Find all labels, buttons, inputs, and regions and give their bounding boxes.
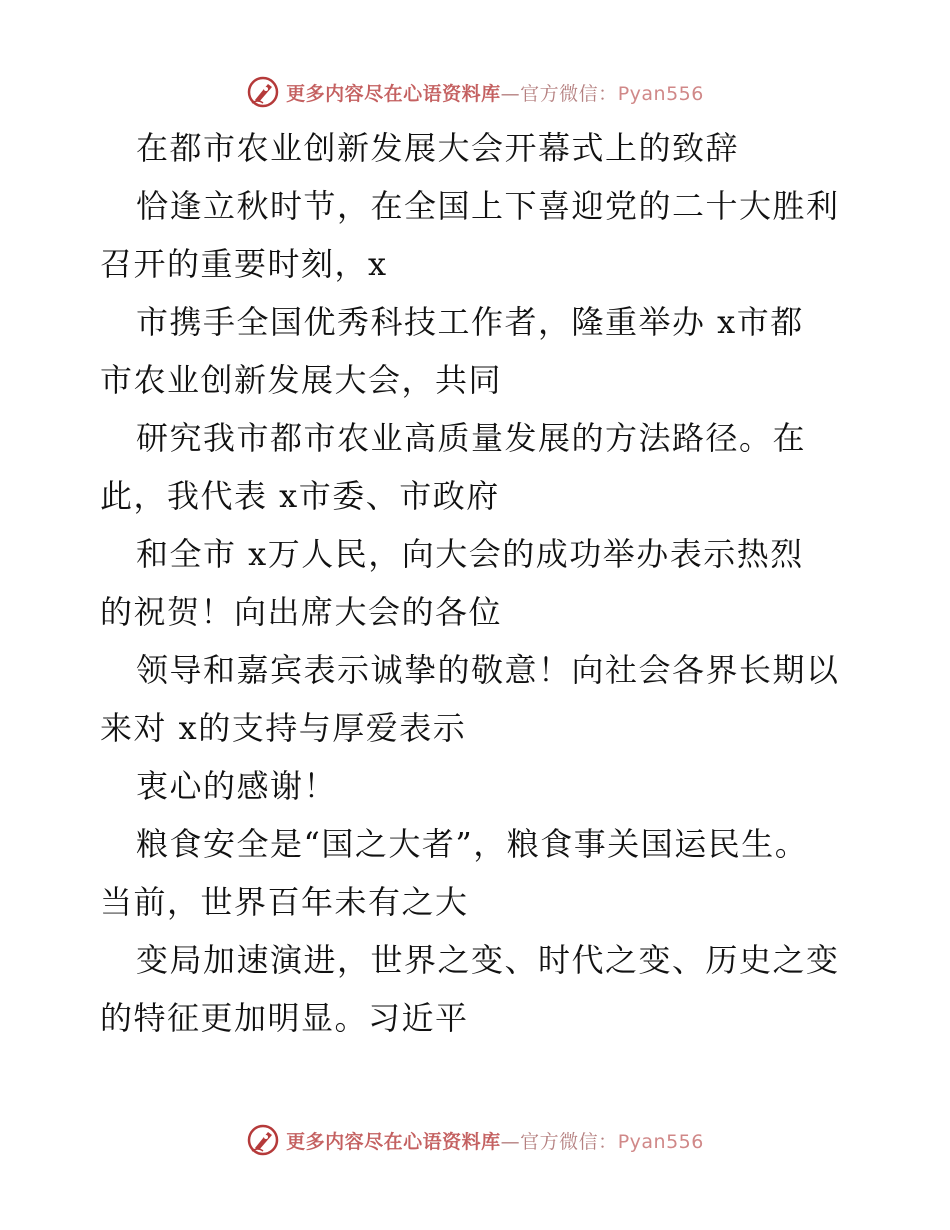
paragraph-line: 市农业创新发展大会，共同 [100, 361, 503, 399]
paragraph-line: 和全市 x万人民，向大会的成功举办表示热烈 [136, 535, 804, 573]
watermark-account: Pyan556 [617, 1130, 704, 1153]
watermark-separator: — [500, 1130, 521, 1153]
header-watermark [0, 72, 950, 112]
watermark-text [286, 1127, 704, 1154]
paragraph-line: 研究我市都市农业高质量发展的方法路径。在 [136, 419, 807, 457]
watermark-brand: 更多内容尽在心语资料库 [286, 82, 501, 105]
paragraph-line: 的特征更加明显。习近平 [100, 999, 469, 1037]
paragraph-line: 的祝贺！向出席大会的各位 [100, 593, 503, 631]
watermark-brand: 更多内容尽在心语资料库 [286, 1130, 501, 1153]
paragraph-line: 衷心的感谢！ [136, 767, 338, 805]
footer-watermark [0, 1120, 950, 1160]
paragraph-line: 市携手全国优秀科技工作者，隆重举办 x市都 [136, 303, 804, 341]
paragraph-line: 领导和嘉宾表示诚挚的敬意！向社会各界长期以 [136, 651, 840, 689]
paragraph-line: 当前，世界百年未有之大 [100, 883, 469, 921]
watermark-separator: — [500, 82, 521, 105]
watermark-account: Pyan556 [617, 82, 704, 105]
watermark-wechat-label: 官方微信： [520, 1130, 618, 1153]
watermark-wechat-label: 官方微信： [520, 82, 618, 105]
paragraph-line: 变局加速演进，世界之变、时代之变、历史之变 [136, 941, 840, 979]
paragraph-line: 恰逢立秋时节，在全国上下喜迎党的二十大胜利 [136, 187, 840, 225]
watermark-text [286, 79, 704, 106]
quill-pen-logo-icon [246, 1123, 280, 1157]
paragraph-line: 来对 x的支持与厚爱表示 [100, 709, 467, 747]
paragraph-line: 此，我代表 x市委、市政府 [100, 477, 500, 515]
paragraph-line: 召开的重要时刻，x [100, 245, 388, 283]
document-title: 在都市农业创新发展大会开幕式上的致辞 [136, 129, 740, 167]
quill-pen-logo-icon [246, 75, 280, 109]
paragraph-line: 粮食安全是“国之大者”，粮食事关国运民生。 [136, 825, 809, 863]
